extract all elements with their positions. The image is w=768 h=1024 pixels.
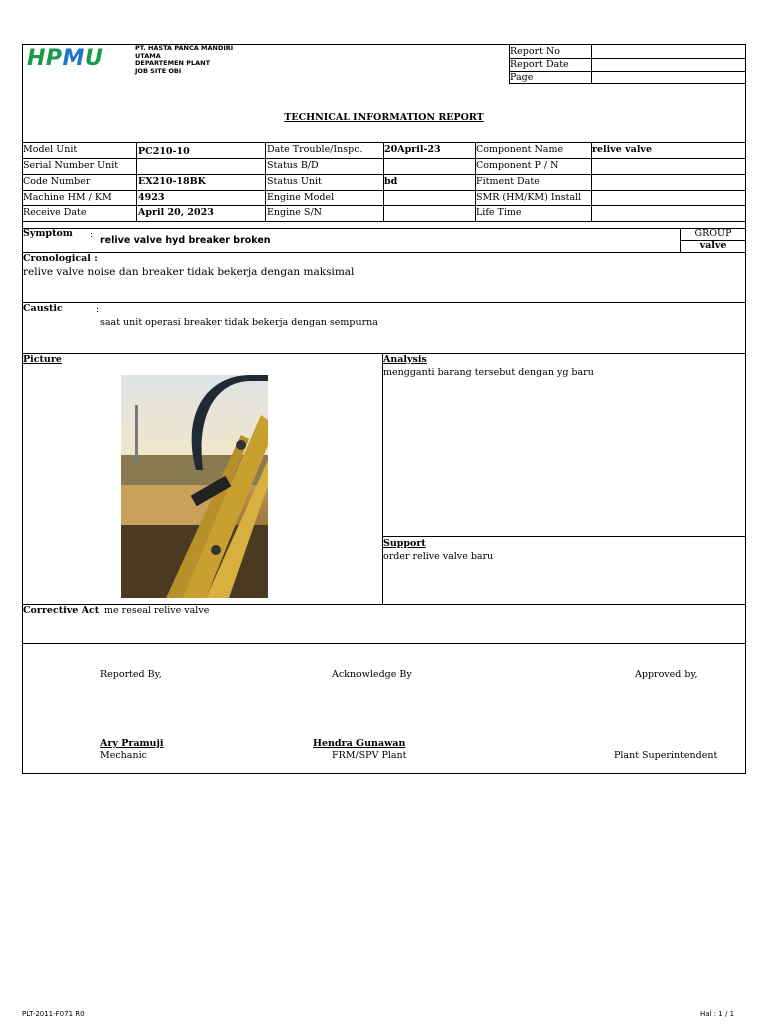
model-unit-label: Model Unit — [23, 144, 78, 155]
support-value: order relive valve baru — [383, 551, 494, 562]
component-name-label: Component Name — [476, 144, 564, 155]
approved-by-label: Approved by, — [635, 669, 698, 680]
date-trouble-value: 20April-23 — [384, 144, 441, 155]
date-trouble-label: Date Trouble/Inspc. — [267, 144, 363, 155]
company-line: PT. HASTA PANCA MANDIRI — [135, 44, 234, 52]
report-date-label: Report Date — [510, 59, 569, 70]
component-pn-label: Component P / N — [476, 160, 559, 171]
acknowledge-by-label: Acknowledge By — [332, 669, 412, 680]
receive-date-label: Receive Date — [23, 207, 87, 218]
group-value: valve — [699, 240, 727, 251]
code-number-label: Code Number — [23, 176, 91, 187]
support-label: Support — [383, 538, 426, 549]
breaker-photo-drawing — [121, 375, 268, 598]
machine-hm-label: Machine HM / KM — [23, 192, 112, 203]
breaker-photo — [121, 375, 268, 598]
caustic-colon: : — [96, 304, 100, 315]
company-line: DEPARTEMEN PLANT — [135, 59, 211, 67]
component-name-value: relive valve — [592, 144, 652, 155]
machine-hm-value: 4923 — [138, 192, 165, 203]
company-line: JOB SITE OBI — [135, 66, 182, 75]
symptom-value: relive valve hyd breaker broken — [100, 235, 271, 246]
analysis-value: mengganti barang tersebut dengan yg baru — [383, 367, 594, 378]
corrective-value: me reseal relive valve — [104, 605, 210, 616]
status-unit-label: Status Unit — [267, 176, 322, 187]
footer-doc-code: PLT-2011-F071 R0 — [22, 1010, 85, 1018]
picture-label: Picture — [23, 354, 62, 365]
reporter-name: Ary Pramuji — [100, 738, 164, 749]
serial-number-label: Serial Number Unit — [23, 160, 119, 171]
symptom-colon: : — [90, 229, 94, 240]
smr-install-label: SMR (HM/KM) Install — [476, 192, 582, 203]
acknowledger-name: Hendra Gunawan — [313, 738, 406, 749]
model-unit-value: PC210-10 — [138, 146, 190, 157]
reported-by-label: Reported By, — [100, 669, 162, 680]
company-line: UTAMA — [135, 51, 161, 60]
fitment-date-label: Fitment Date — [476, 176, 540, 187]
code-number-value: EX210-18BK — [138, 176, 206, 187]
receive-date-value: April 20, 2023 — [138, 207, 214, 218]
cronological-value: relive valve noise dan breaker tidak bekerja dengan maksimal — [23, 266, 355, 278]
report-no-label: Report No — [510, 46, 560, 57]
symptom-label: Symptom — [23, 228, 73, 239]
approver-role: Plant Superintendent — [614, 750, 718, 761]
footer-page: Hal : 1 / 1 — [700, 1010, 735, 1018]
reporter-role: Mechanic — [100, 750, 147, 761]
hpmu-logo: HPMU — [27, 46, 104, 71]
caustic-label: Caustic — [23, 303, 63, 314]
engine-sn-label: Engine S/N — [267, 207, 322, 218]
engine-model-label: Engine Model — [267, 192, 335, 203]
group-label: GROUP — [694, 228, 732, 239]
caustic-value: saat unit operasi breaker tidak bekerja dengan sempurna — [100, 317, 378, 328]
life-time-label: Life Time — [476, 207, 522, 218]
analysis-label: Analysis — [383, 354, 427, 365]
status-bd-label: Status B/D — [267, 160, 319, 171]
acknowledger-role: FRM/SPV Plant — [332, 750, 407, 761]
company-info — [135, 45, 233, 75]
corrective-label: Corrective Act — [23, 605, 100, 616]
page-label: Page — [510, 72, 534, 83]
status-unit-value: bd — [384, 176, 398, 187]
cronological-label: Cronological : — [23, 253, 98, 264]
report-title: TECHNICAL INFORMATION REPORT — [284, 112, 484, 123]
